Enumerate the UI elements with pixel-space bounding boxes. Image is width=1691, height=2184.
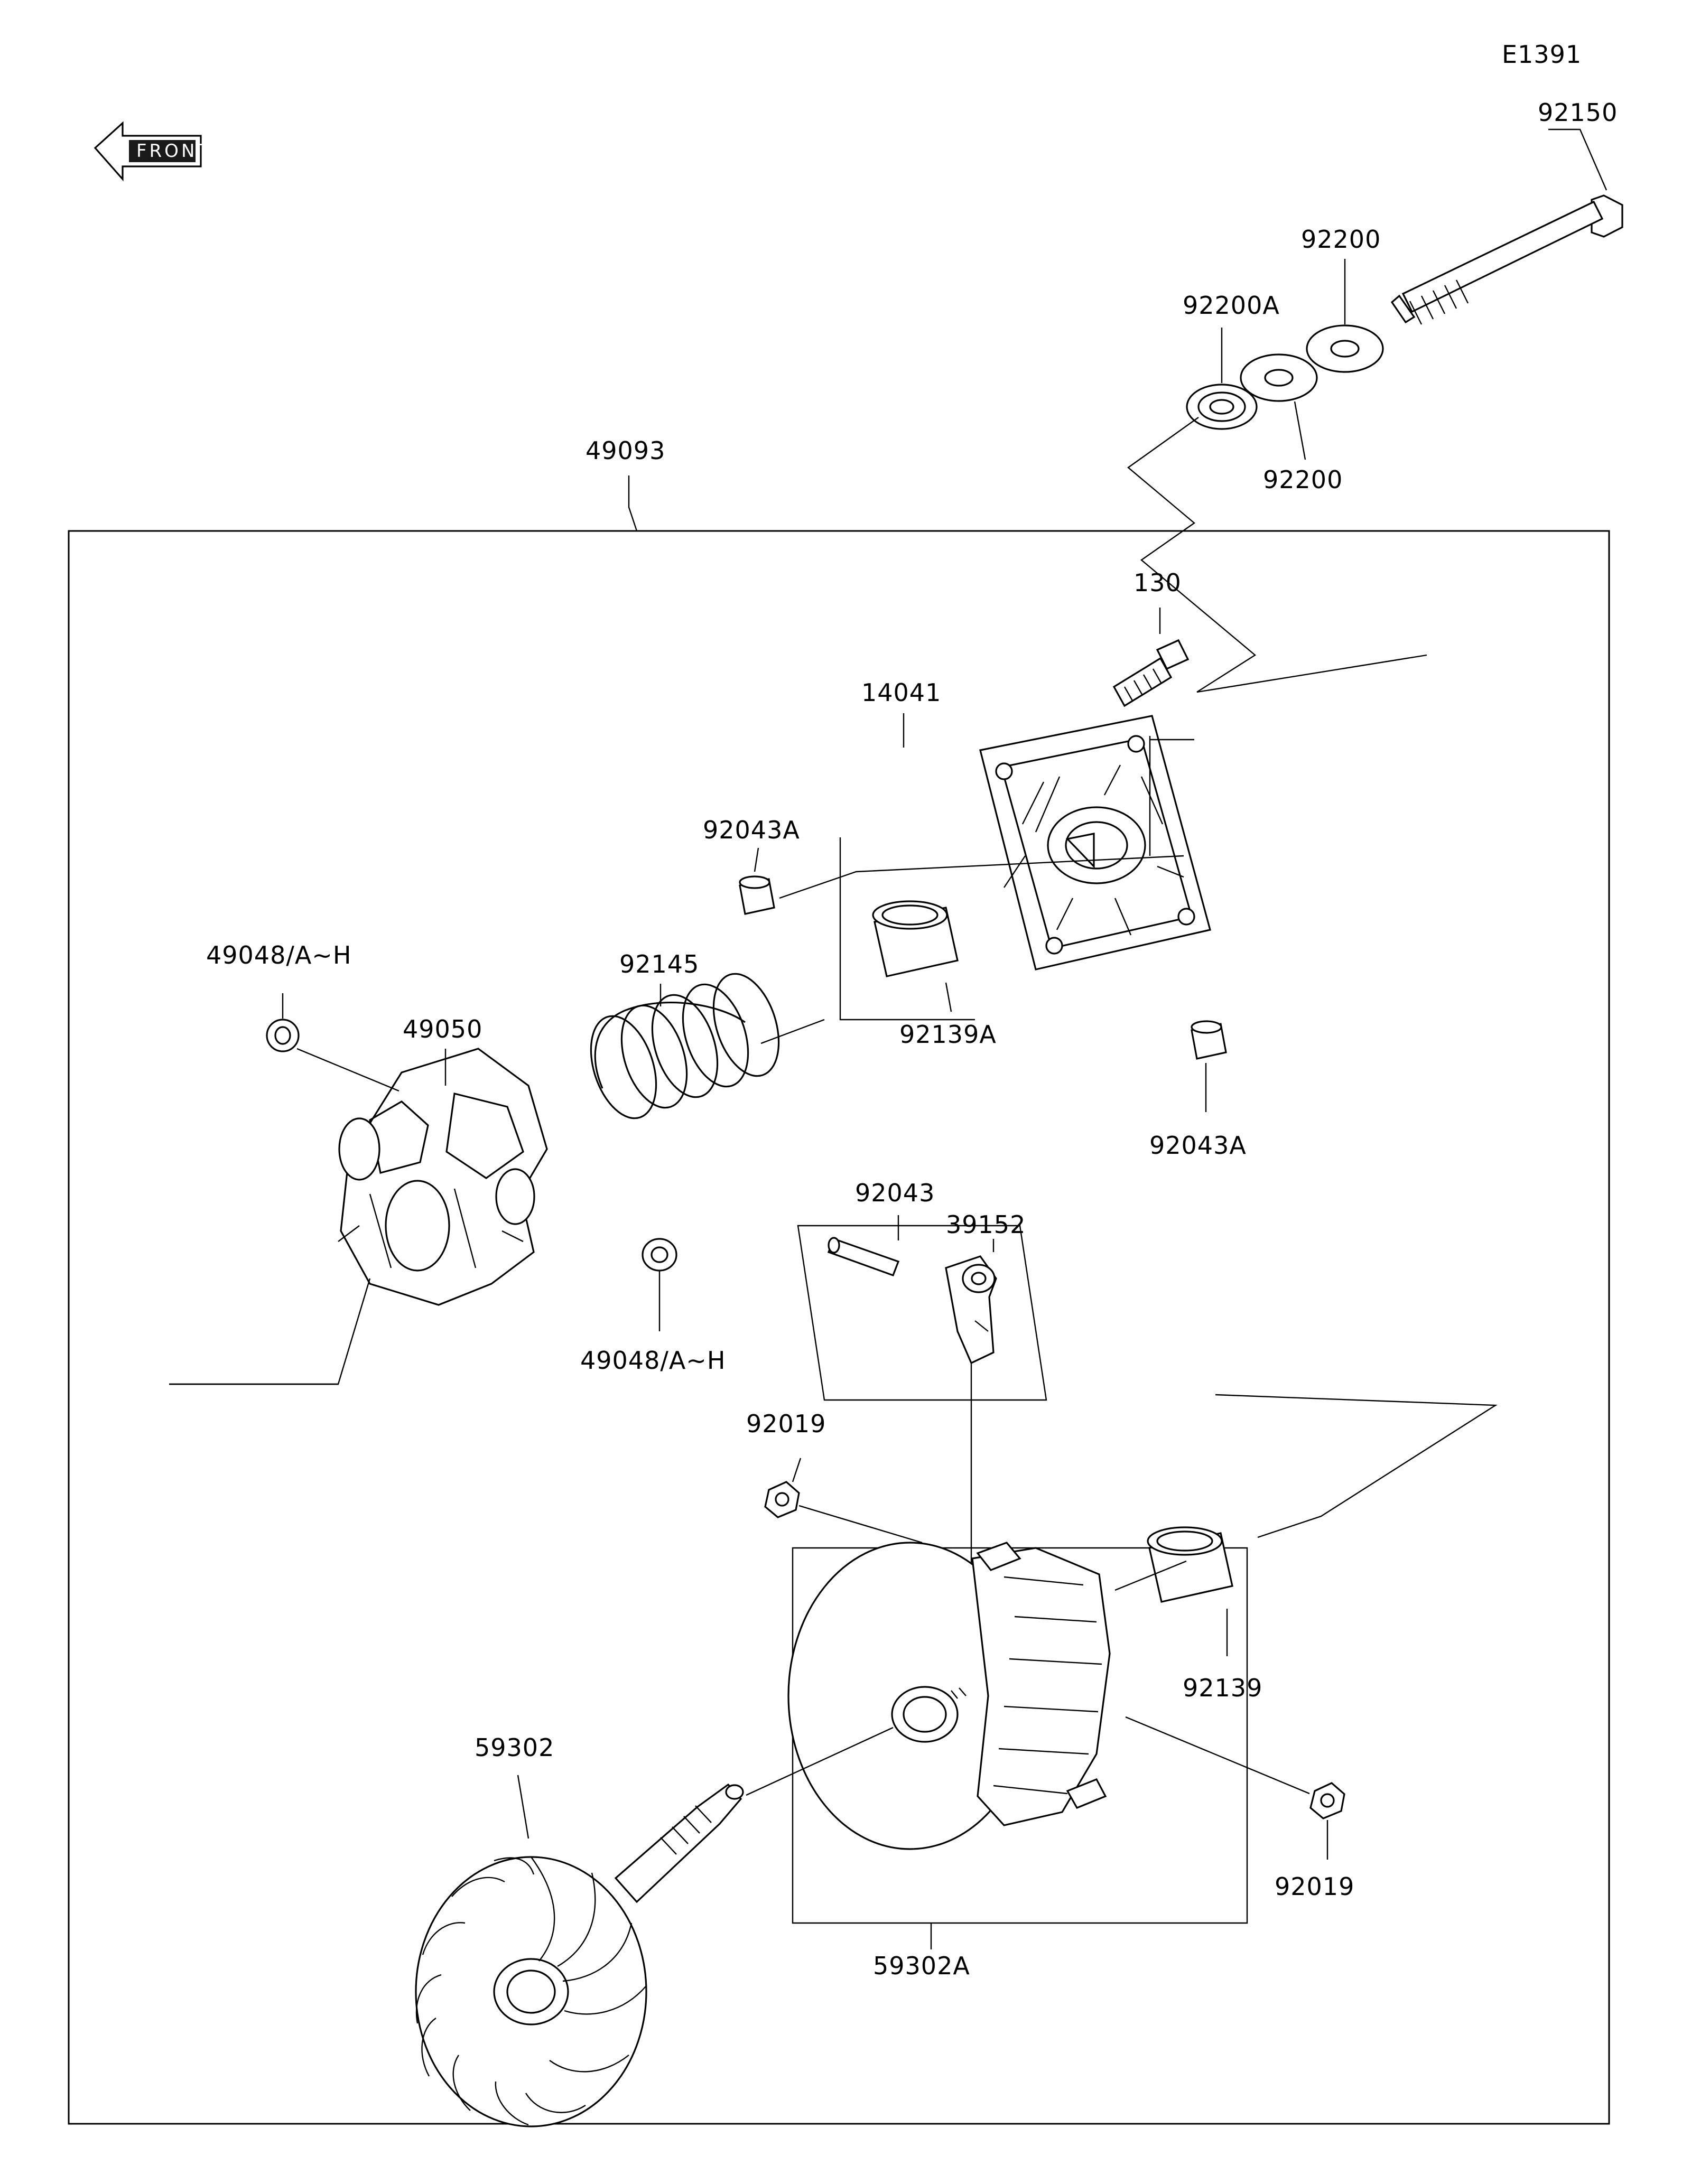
label-59302A: 59302A <box>873 1952 970 1980</box>
label-92200A: 92200A <box>1183 291 1280 320</box>
part-92200-washer-upper <box>1307 259 1383 372</box>
part-49048-weight-lower <box>643 1239 676 1331</box>
label-92150: 92150 <box>1538 98 1618 127</box>
part-92019-nut-upper <box>765 1458 922 1543</box>
label-92043A-right: 92043A <box>1149 1131 1247 1160</box>
label-92139A: 92139A <box>899 1020 997 1049</box>
label-49048-lower: 49048/A~H <box>580 1346 726 1375</box>
label-59302: 59302 <box>475 1733 555 1762</box>
label-14041: 14041 <box>861 678 942 707</box>
part-92145-spring <box>579 966 824 1127</box>
label-92043A-left: 92043A <box>703 816 800 844</box>
label-92019-upper: 92019 <box>746 1410 826 1438</box>
label-92043: 92043 <box>855 1179 935 1207</box>
label-92145: 92145 <box>619 950 700 978</box>
label-49093: 49093 <box>586 436 666 465</box>
label-39152: 39152 <box>946 1210 1026 1239</box>
svg-text:FRONT: FRONT <box>136 141 211 162</box>
diagram-code: E1391 <box>1502 40 1582 69</box>
label-92200-lower: 92200 <box>1263 465 1343 494</box>
label-92139: 92139 <box>1183 1674 1263 1702</box>
part-92139-bushing <box>1115 1395 1495 1656</box>
label-92019-lower: 92019 <box>1275 1872 1355 1901</box>
part-130-bolt <box>1114 608 1188 706</box>
label-49048-upper: 49048/A~H <box>206 941 352 969</box>
label-130: 130 <box>1133 568 1182 597</box>
part-92019-nut-lower <box>1126 1717 1344 1860</box>
part-59302A-sheave <box>788 1543 1110 1849</box>
part-49050-cam-holder <box>169 1049 547 1384</box>
assembly-box-49093 <box>69 475 1609 2124</box>
part-92150-bolt <box>1392 129 1622 324</box>
part-group-39152 <box>798 1215 1046 1564</box>
part-49048-weight-upper <box>267 993 399 1091</box>
label-49050: 49050 <box>403 1015 483 1043</box>
label-92200-upper: 92200 <box>1301 225 1381 254</box>
part-92043A-pin-right <box>1192 1021 1226 1112</box>
part-92139A-bushing <box>873 901 958 1012</box>
